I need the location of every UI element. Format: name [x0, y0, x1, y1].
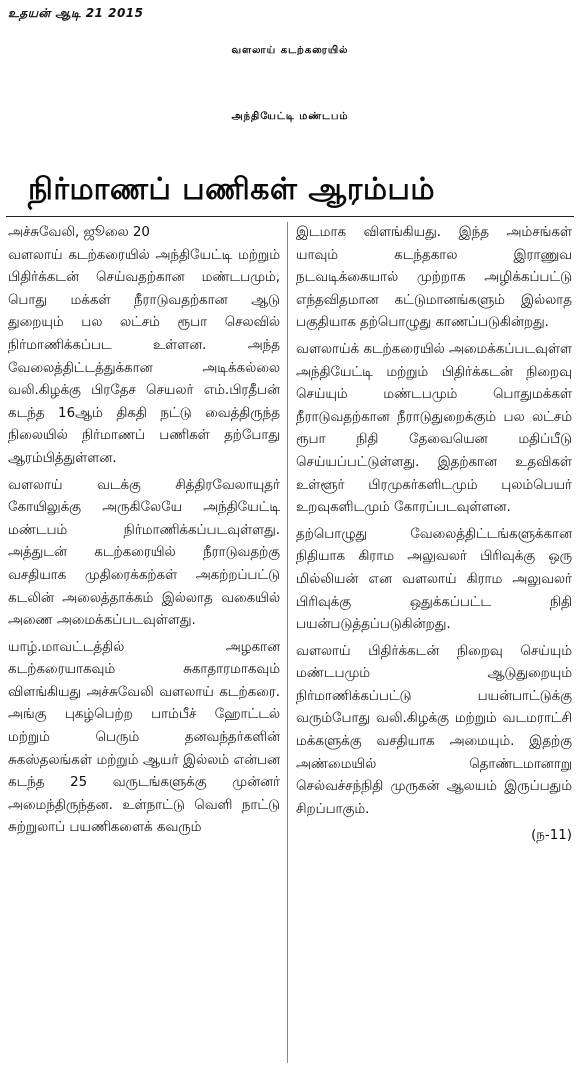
article-paragraph: வளலாய் கடற்கரையில் அந்தியேட்டி மற்றும் பிதிர்க்கடன் செய்வதற்கான மண்டபமும், பொது மக்கள் நீராடுவதற்கான ஆடு துறையும் பல லட்சம் ரூபா செலவில் நிர்மாணிக்கப்பட உள்ளன. அந்த வேலைத்திட்டத்துக்கான அடிக்கல்லை வலி.கிழக்கு பிரதேச செயலர் எம்.பிரதீபன் கடந்த 16ஆம் திகதி நட்டு வைத்திருந்த நிலையில் நிர்மாணப் பணிகள் தற்போது ஆரம்பித்துள்ளன. — [8, 247, 280, 466]
article-column-left — [8, 222, 280, 1063]
article-paragraph: யாழ்.மாவட்டத்தில் அழகான கடற்கரையாகவும் சுகாதாரமாகவும் விளங்கியது அச்சுவேலி வளலாய் கடற்கரை. அங்கு புகழ்பெற்ற பாம்பீச் ஹோட்டல் மற்றும் பெரும் தனவந்தர்களின் சுகஸ்தலங்கள் மற்றும் ஆயர் இல்லம் என்பன கடந்த 25 வருடங்களுக்கு முன்னர் அமைந்திருந்தன. உள்நாட்டு வெளி நாட்டு சுற்றுலாப் பயணிகளைக் கவரும் — [8, 639, 280, 836]
article-paragraph: இடமாக விளங்கியது. இந்த அம்சங்கள் யாவும் கடந்தகால இராணுவ நடவடிக்கையால் முற்றாக அழிக்கப்பட்டு எந்தவிதமான கட்டுமானங்களும் இல்லாத பகுதியாக தற்பொழுது காணப்படுகின்றது. — [296, 225, 572, 331]
subheadline: நிர்மாணப் பணிகள் ஆரம்பம் — [28, 172, 435, 207]
byline: அச்சுவேலி, ஜூலை 20 — [8, 225, 150, 240]
dateline: உதயன் ஆடி 21 2015 — [8, 6, 144, 20]
newspaper-clipping — [6, 4, 574, 1063]
article-paragraph: வளலாய் வடக்கு சித்திரவேலாயுதர் கோயிலுக்கு அருகிலேயே அந்தியேட்டி மண்டபம் நிர்மாணிக்கப்படவுள்ளது. அத்துடன் கடற்கரையில் நீராடுவதற்கு வசதியாக முதிரைக்கற்கள் அகற்றப்பட்டு கடலின் அலைத்தாக்கம் இல்லாத வகையில் அணை அமைக்கப்படவுள்ளது. — [8, 477, 280, 629]
article-paragraph: தற்பொழுது வேலைத்திட்டங்களுக்கான நிதியாக கிராம அலுவலர் பிரிவுக்கு ஒரு மில்லியன் என வளலாய் கிராம அலுவலர் பிரிவுக்கு ஒதுக்கப்பட்ட நிதி பயன்படுத்தப்படுகின்றது. — [296, 526, 572, 633]
column-divider — [287, 222, 288, 1063]
article-column-right — [296, 222, 572, 1063]
header-rule — [6, 216, 574, 217]
headline-line-2: அந்தியேட்டி மண்டபம் — [231, 111, 349, 122]
headline-line-1: வளலாய் கடற்கரையில் — [231, 45, 349, 56]
article-paragraph: வளலாய் பிதிர்க்கடன் நிறைவு செய்யும் மண்டபமும் ஆடுதுறையும் நிர்மாணிக்கப்பட்டு பயன்பாட்டுக்கு வரும்போது வலி.கிழக்கு மற்றும் வடமராட்சி மக்களுக்கு வசதியாக அமையும். இதற்கு அண்மையில் தொண்டமானாறு செல்வச்சந்நிதி முருகன் ஆலயம் இருப்பதும் சிறப்பாகும். — [296, 643, 572, 817]
article-paragraph: வளலாய்க் கடற்கரையில் அமைக்கப்படவுள்ள அந்தியேட்டி மற்றும் பிதிர்க்கடன் நிறைவு செய்யும் மண்டபமும் பொதுமக்கள் நீராடுவதற்கான நீராடுதுறைக்கும் பல லட்சம் ரூபா நிதி தேவையென மதிப்பீடு செய்யப்பட்டுள்ளது. இதற்கான உதவிகள் உள்ளூர் பிரமுகர்களிடமும் புலம்பெயர் உறவுகளிடமும் கோரப்படவுள்ளன. — [296, 341, 572, 516]
reporter-credit: (ந-11) — [531, 828, 572, 844]
